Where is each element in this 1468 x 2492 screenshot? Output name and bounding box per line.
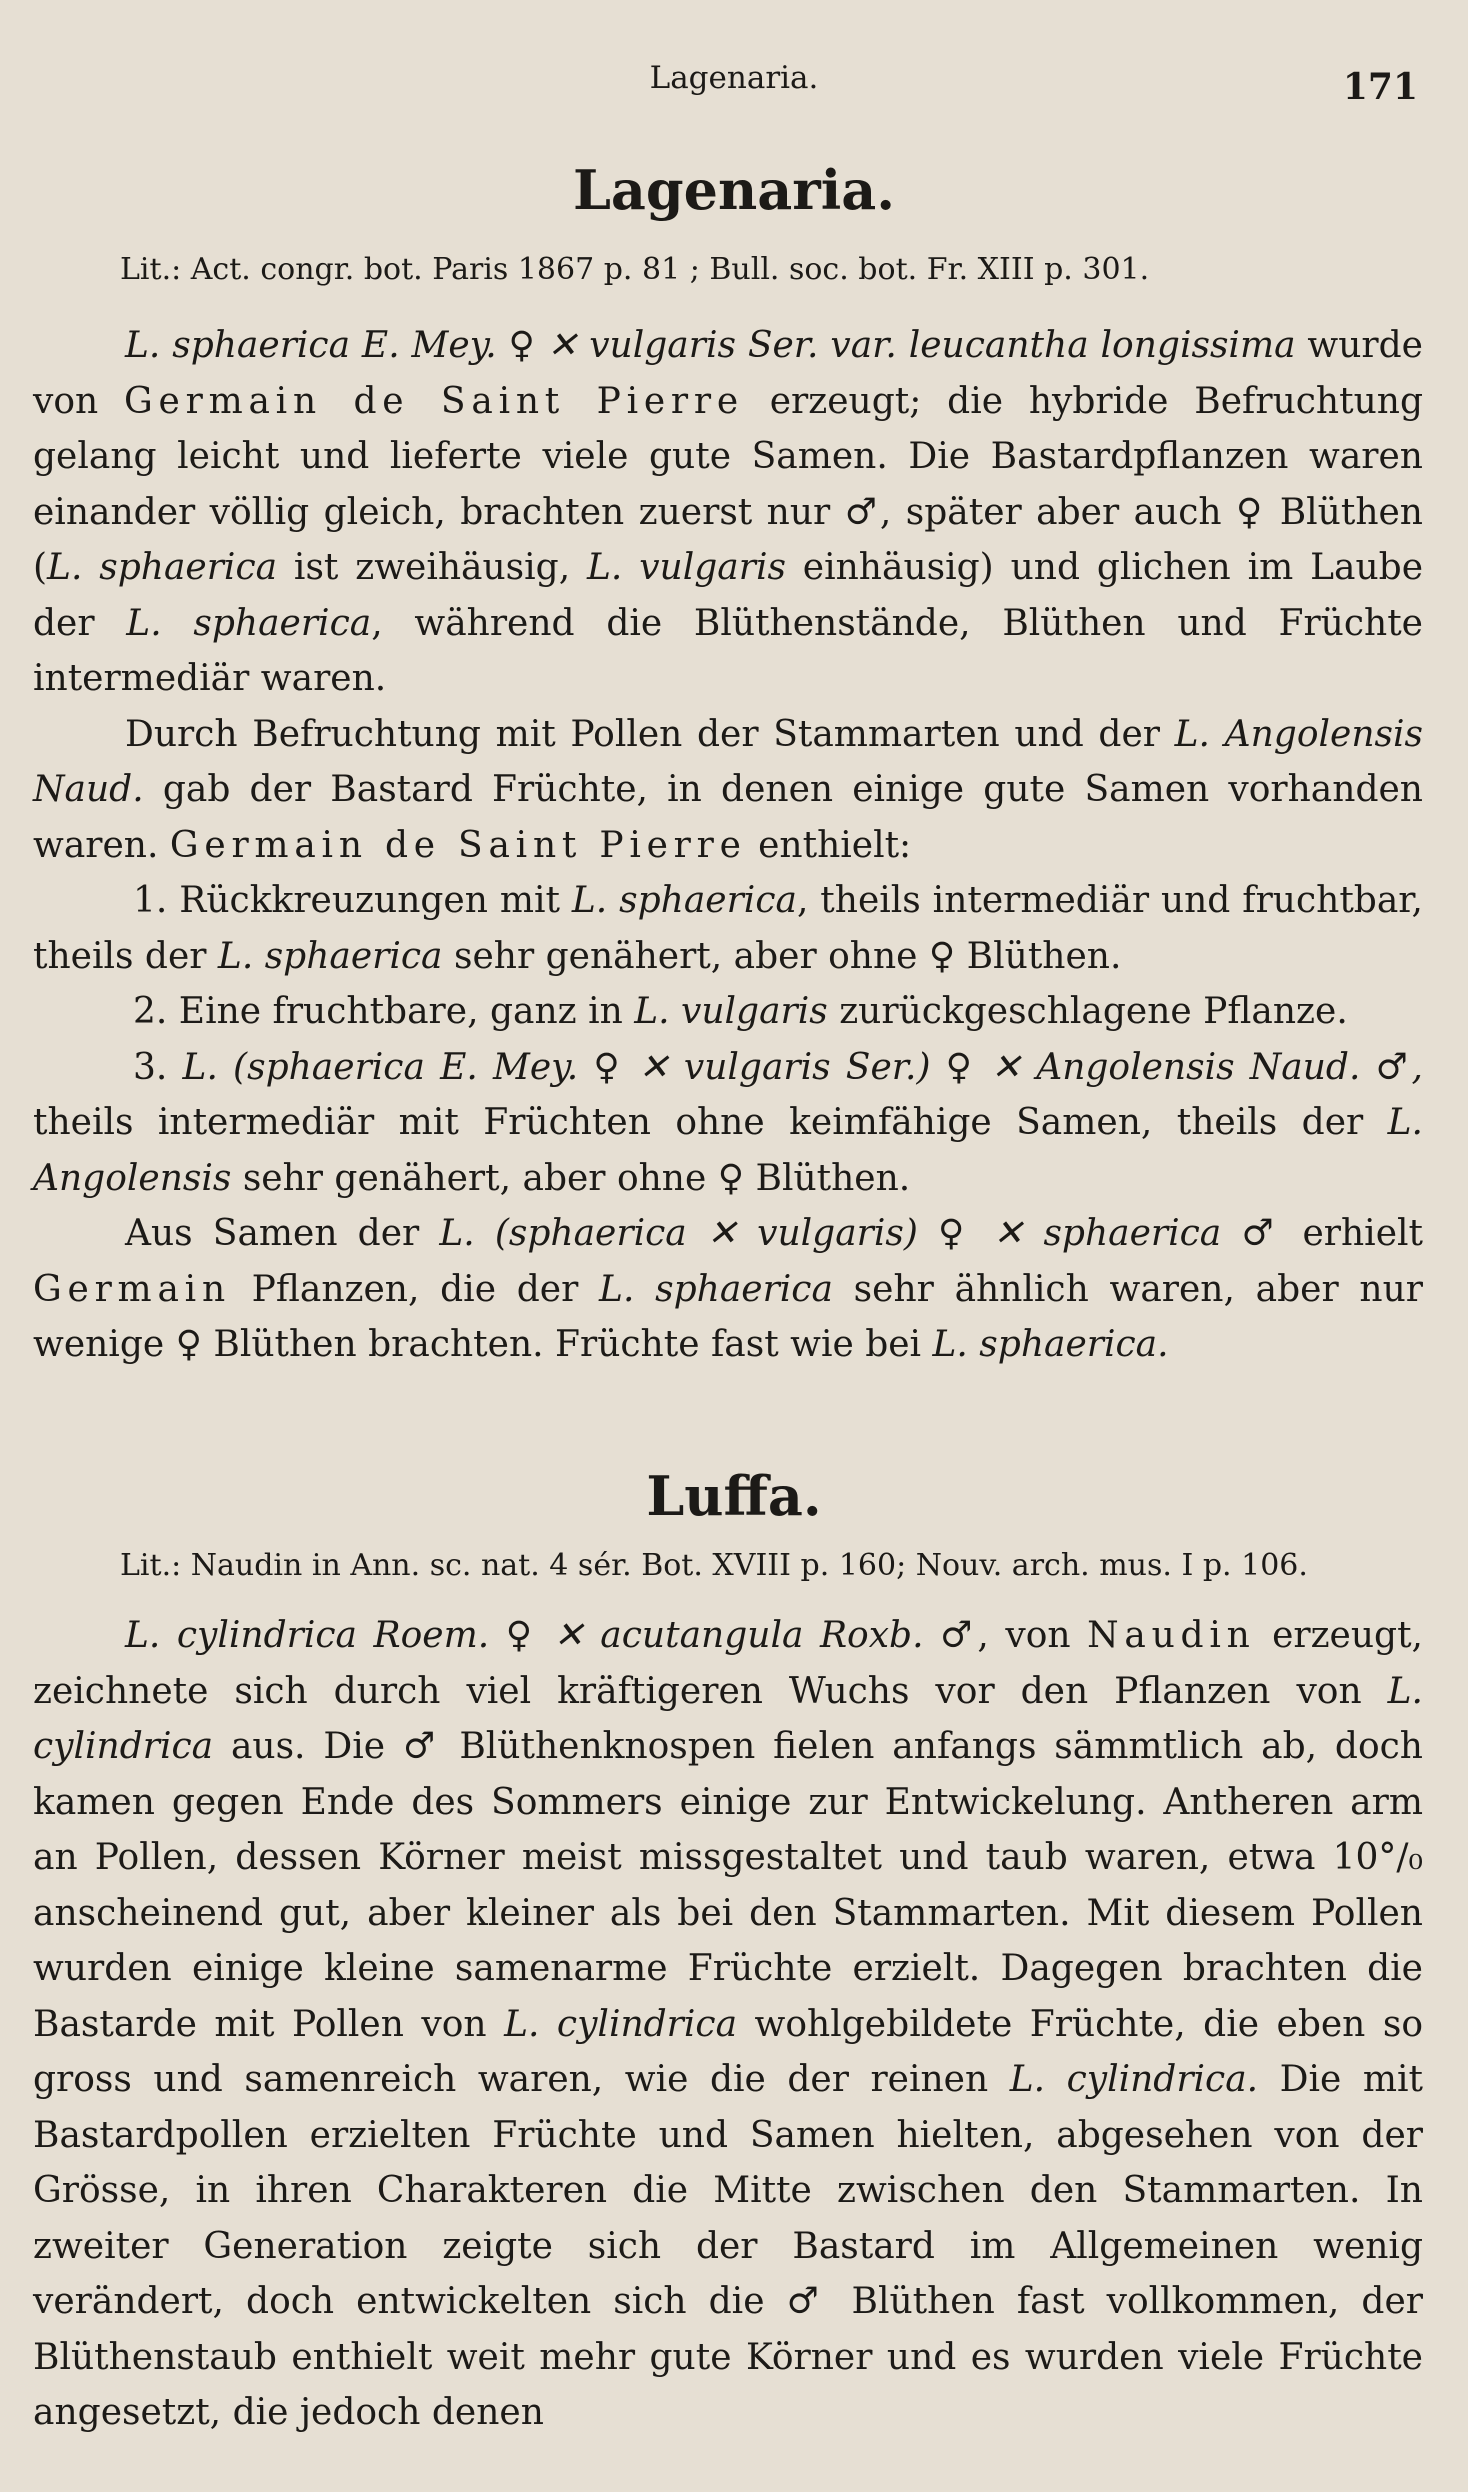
species-name: L. Angolensis Naud. xyxy=(33,713,1423,810)
text-run: theils intermediär mit Früchten ohne keimfähige Samen, theils der xyxy=(33,1102,1388,1143)
page-number: 171 xyxy=(1342,66,1418,108)
lagenaria-paragraph-3 xyxy=(33,1206,1423,1373)
species-name: L. sphaerica xyxy=(217,935,443,977)
species-name: L. vulgaris xyxy=(587,547,786,588)
text-run: erzeugt; die hybride Befruchtung gelang leicht und lieferte viele gute Samen. Die Bastardpflanzen waren einander völlig gleich, brachten zuerst nur ♂, später aber auch ♀ Blüthen ( xyxy=(33,380,1423,588)
text-run: erzeugt, zeichnete sich durch viel kräftigeren Wuchs vor den Pflanzen von xyxy=(33,1615,1423,1712)
author-name: Naudin xyxy=(1087,1615,1256,1656)
text-run: 3. xyxy=(133,1046,183,1088)
luffa-paragraph-1 xyxy=(33,1608,1423,2441)
lagenaria-paragraph-2 xyxy=(33,707,1423,874)
species-name: L. vulgaris xyxy=(634,991,828,1032)
species-name: L. sphaerica E. Mey. ♀ ✕ vulgaris Ser. var. leucantha longissima xyxy=(125,325,1296,366)
author-name: Germain de Saint Pierre xyxy=(169,824,747,866)
text-run: aus. Die ♂ Blüthenknospen fielen anfangs sämmtlich ab, doch kamen gegen Ende des Sommers einige zur Entwickelung. Antheren arm an Pollen, dessen Körner meist missgestaltet und taub waren, etwa 10°/₀ anscheinend gut, aber kleiner als bei den Stammarten. Mit diesem Pollen wurden einige kleine samenarme Früchte erzielt. Dagegen brachten die Bastarde mit Pollen von xyxy=(33,1726,1423,2045)
running-head xyxy=(0,60,1468,120)
text-run: , theils intermediär und fruchtbar, theils der xyxy=(33,880,1424,977)
text-run: sehr ähnlich waren, aber nur wenige ♀ Blüthen brachten. Früchte fast wie bei xyxy=(33,1268,1423,1365)
species-name: L. Angolensis xyxy=(33,1102,1423,1199)
text-run: wurde von xyxy=(33,325,1423,422)
text-run: Die mit Bastardpollen erzielten Früchte und Samen hielten, abgesehen von der Grösse, in ihren Charakteren die Mitte zwischen den Stammarten. In zweiter Generation zeigte sich der Bastard im Allgemeinen wenig verändert, doch entwickelten sich die ♂ Blüthen fast vollkommen, der Blüthenstaub enthielt weit mehr gute Körner und es wurden viele Früchte angesetzt, die jedoch denen xyxy=(33,2059,1423,2433)
text-run: ist zweihäusig, xyxy=(277,547,587,588)
text-run: enthielt: xyxy=(746,824,912,866)
species-name: L. cylindrica. xyxy=(1009,2059,1259,2100)
running-title: Lagenaria. xyxy=(649,60,819,96)
text-run: 2. Eine fruchtbare, ganz in xyxy=(133,991,635,1032)
text-run: einhäusig) und glichen im Laube der xyxy=(33,547,1423,644)
text-run: gab der Bastard Früchte, in denen einige gute Samen vorhanden waren. xyxy=(33,769,1423,866)
species-name: L. sphaerica xyxy=(126,602,372,644)
text-run: Durch Befruchtung mit Pollen der Stammarten und der xyxy=(125,713,1175,755)
text-run: wohlgebildete Früchte, die eben so gross und samenreich waren, wie die der reinen xyxy=(33,2003,1423,2100)
lagenaria-item-3 xyxy=(33,1040,1423,1207)
lagenaria-item-2 xyxy=(33,984,1423,1040)
species-name: L. sphaerica xyxy=(47,547,278,588)
species-name: L. (sphaerica ✕ vulgaris) ♀ ✕ sphaerica ♂ xyxy=(439,1213,1283,1254)
luffa-literature: Lit.: Naudin in Ann. sc. nat. 4 sér. Bot. XVIII p. 160; Nouv. arch. mus. I p. 106. xyxy=(120,1548,1308,1583)
species-name: L. sphaerica xyxy=(571,880,797,921)
luffa-body xyxy=(33,1608,1423,2441)
species-name: L. cylindrica xyxy=(504,2003,738,2045)
text-run: zurückgeschlagene Pflanze. xyxy=(827,991,1348,1032)
author-name: Germain de Saint Pierre xyxy=(124,380,744,422)
species-name: L. cylindrica Roem. ♀ ✕ acutangula Roxb. ♂ xyxy=(125,1615,978,1656)
lagenaria-literature: Lit.: Act. congr. bot. Paris 1867 p. 81 ; Bull. soc. bot. Fr. XIII p. 301. xyxy=(120,252,1150,287)
section-title-luffa: Luffa. xyxy=(646,1464,822,1528)
species-name: L. cylindrica xyxy=(33,1670,1423,1767)
section-title-lagenaria: Lagenaria. xyxy=(572,158,896,222)
text-run: , von xyxy=(977,1615,1088,1656)
species-name: L. sphaerica. xyxy=(932,1324,1169,1365)
text-run: sehr genähert, aber ohne ♀ Blüthen. xyxy=(442,935,1122,977)
species-name: L. sphaerica xyxy=(599,1268,833,1310)
species-name: L. (sphaerica E. Mey. ♀ ✕ vulgaris Ser.) ♀ ✕ Angolensis Naud. ♂, xyxy=(182,1046,1423,1088)
text-run: 1. Rückkreuzungen mit xyxy=(133,880,572,921)
lagenaria-body xyxy=(33,318,1423,1373)
lagenaria-paragraph-1 xyxy=(33,318,1423,707)
lagenaria-item-1 xyxy=(33,873,1423,984)
text-run: , während die Blüthenstände, Blüthen und Früchte intermediär waren. xyxy=(33,602,1423,699)
text-run: erhielt xyxy=(1282,1213,1423,1254)
text-run: Pflanzen, die der xyxy=(230,1268,600,1310)
text-run: Aus Samen der xyxy=(125,1213,440,1254)
author-name: Germain xyxy=(33,1268,231,1310)
text-run: sehr genähert, aber ohne ♀ Blüthen. xyxy=(231,1157,911,1199)
